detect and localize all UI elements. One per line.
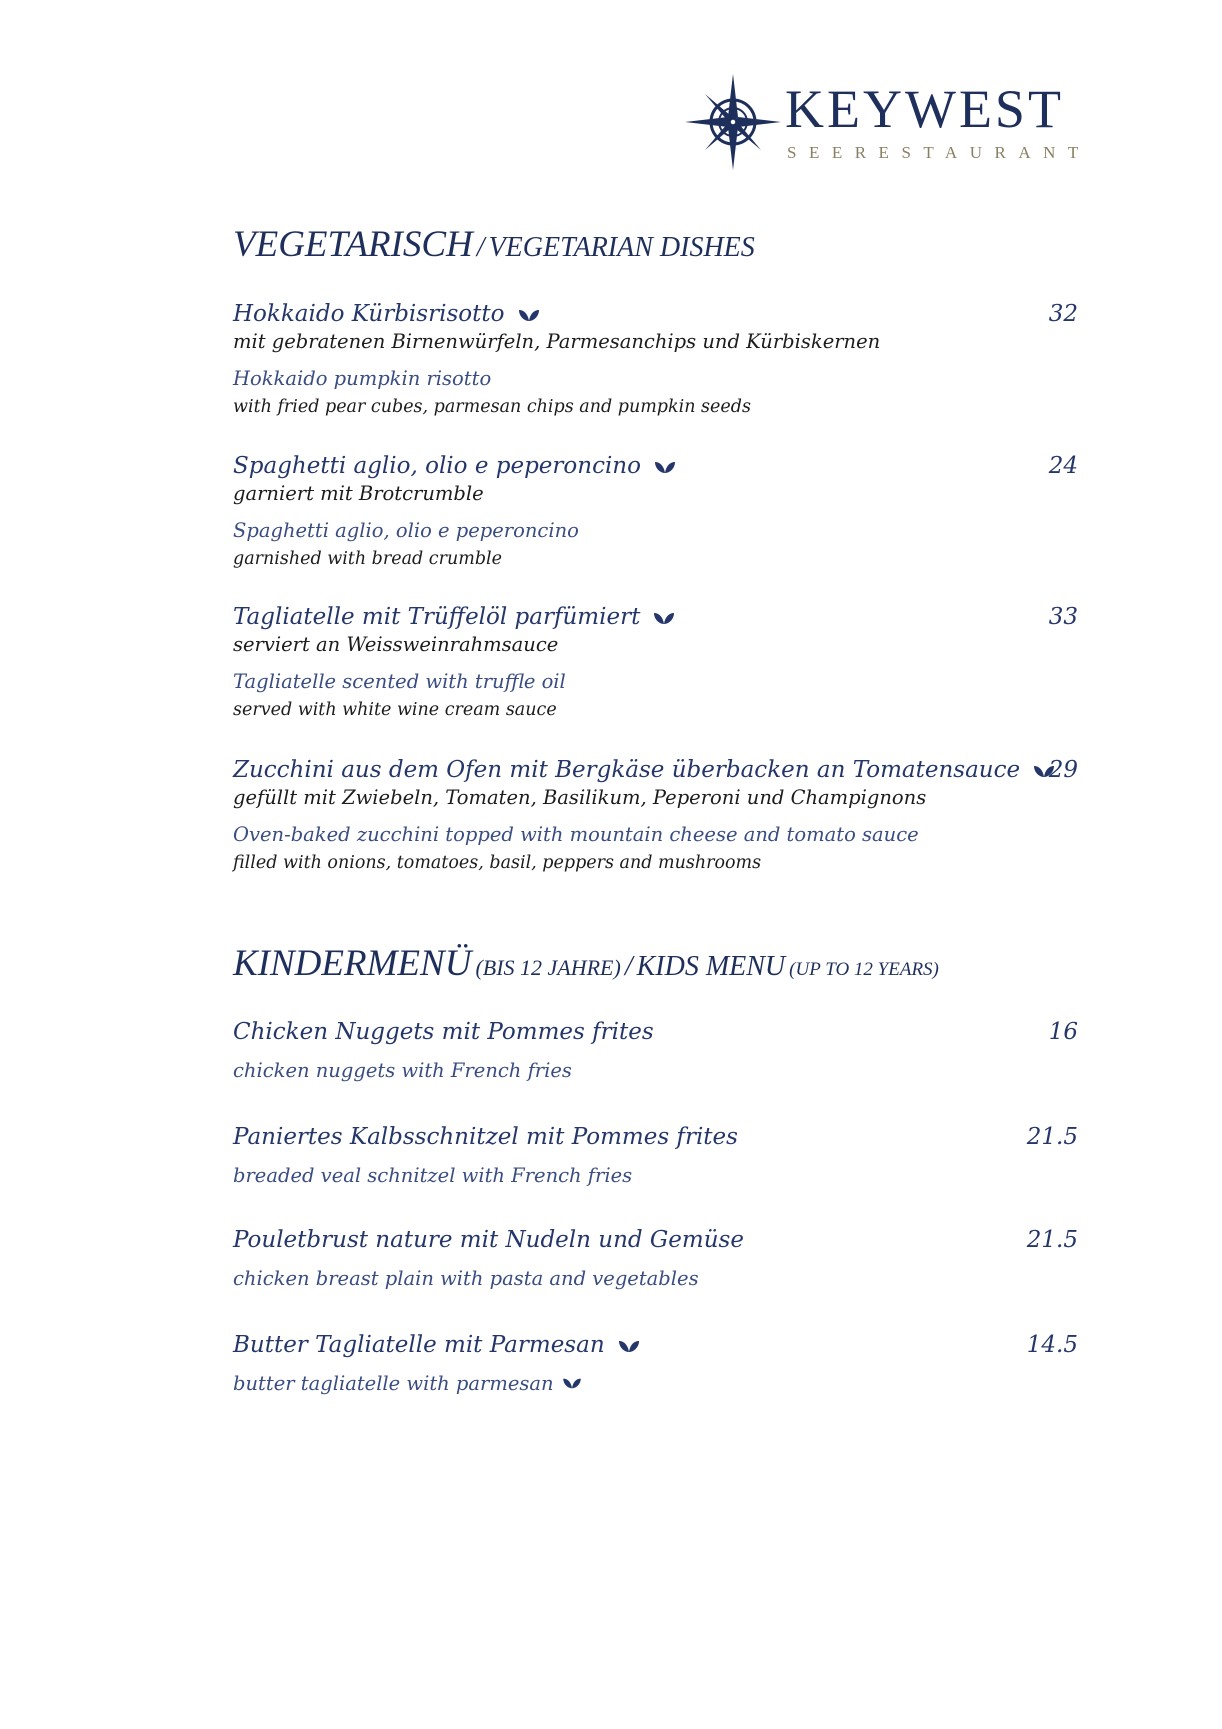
dish-name: Butter Tagliatelle mit Parmesan <box>233 1332 605 1358</box>
menu-item <box>233 603 1078 724</box>
dish-name: Zucchini aus dem Ofen mit Bergkäse überbacken an Tomatensauce <box>233 757 1021 783</box>
dish-name-en: Spaghetti aglio, olio e peperoncino <box>233 519 579 542</box>
dish-name-en: chicken breast plain with pasta and vegetables <box>233 1267 699 1290</box>
menu-item <box>233 1123 1078 1190</box>
dish-name: Tagliatelle mit Trüffelöl parfümiert <box>233 604 641 630</box>
leaf-icon <box>654 459 676 475</box>
dish-description-en: filled with onions, tomatoes, basil, peppers and mushrooms <box>233 853 762 873</box>
dish-name-en: breaded veal schnitzel with French fries <box>233 1164 633 1187</box>
dish-description-de: mit gebratenen Birnenwürfeln, Parmesanchips und Kürbiskernen <box>233 330 881 353</box>
menu-item <box>233 1226 1078 1293</box>
compass-rose-icon <box>683 72 783 172</box>
section-title-de: KINDERMENÜ <box>233 943 472 984</box>
dish-name: Pouletbrust nature mit Nudeln und Gemüse <box>233 1227 744 1253</box>
dish-name: Spaghetti aglio, olio e peperoncino <box>233 453 641 479</box>
dish-price: 24 <box>1048 453 1078 479</box>
menu-item <box>233 1018 1078 1085</box>
dish-price: 32 <box>1048 301 1078 327</box>
section-title-en: VEGETARIAN DISHES <box>488 232 755 263</box>
dish-name: Paniertes Kalbsschnitzel mit Pommes frites <box>233 1124 738 1150</box>
menu-item <box>233 1331 1078 1398</box>
dish-price: 29 <box>1048 757 1078 783</box>
restaurant-logo <box>683 72 1091 172</box>
dish-description-en: served with white wine cream sauce <box>233 700 557 720</box>
dish-description-en: with fried pear cubes, parmesan chips and pumpkin seeds <box>233 397 751 417</box>
section-title-vegetarian <box>233 226 755 263</box>
dish-description-de: serviert an Weissweinrahmsauce <box>233 633 559 656</box>
dish-name-en: Tagliatelle scented with truffle oil <box>233 670 566 693</box>
section-title-de: VEGETARISCH <box>233 224 473 265</box>
leaf-icon <box>618 1338 640 1354</box>
dish-price: 33 <box>1048 604 1078 630</box>
dish-name-en: Hokkaido pumpkin risotto <box>233 367 492 390</box>
brand-name: KEYWEST <box>785 79 1064 139</box>
dish-name-en: chicken nuggets with French fries <box>233 1059 572 1082</box>
brand-subtitle: SEERESTAURANT <box>787 143 1091 162</box>
dish-price: 16 <box>1048 1019 1078 1045</box>
section-title-sep: / <box>476 232 485 263</box>
section-title-en-note: (UP TO 12 YEARS) <box>789 959 939 980</box>
menu-item <box>233 756 1078 877</box>
dish-name: Hokkaido Kürbisrisotto <box>233 301 505 327</box>
leaf-icon <box>562 1376 582 1390</box>
dish-description-de: gefüllt mit Zwiebeln, Tomaten, Basilikum, Peperoni und Champignons <box>233 786 927 809</box>
dish-price: 14.5 <box>1026 1332 1078 1358</box>
dish-description-en: garnished with bread crumble <box>233 549 502 569</box>
section-title-kids <box>233 945 939 982</box>
dish-name-en-text: butter tagliatelle with parmesan <box>233 1372 554 1395</box>
menu-item <box>233 452 1078 573</box>
dish-name-en: Oven-baked zucchini topped with mountain cheese and tomato sauce <box>233 823 919 846</box>
section-title-en: KIDS MENU <box>636 951 786 982</box>
dish-price: 21.5 <box>1026 1124 1078 1150</box>
dish-name: Chicken Nuggets mit Pommes frites <box>233 1019 654 1045</box>
dish-price: 21.5 <box>1026 1227 1078 1253</box>
dish-description-de: garniert mit Brotcrumble <box>233 482 484 505</box>
menu-item <box>233 300 1078 421</box>
leaf-icon <box>518 307 540 323</box>
section-title-de-note: (BIS 12 JAHRE) <box>475 955 621 980</box>
dish-name-en <box>233 1370 1078 1398</box>
section-title-sep: / <box>624 951 633 982</box>
leaf-icon <box>653 610 675 626</box>
